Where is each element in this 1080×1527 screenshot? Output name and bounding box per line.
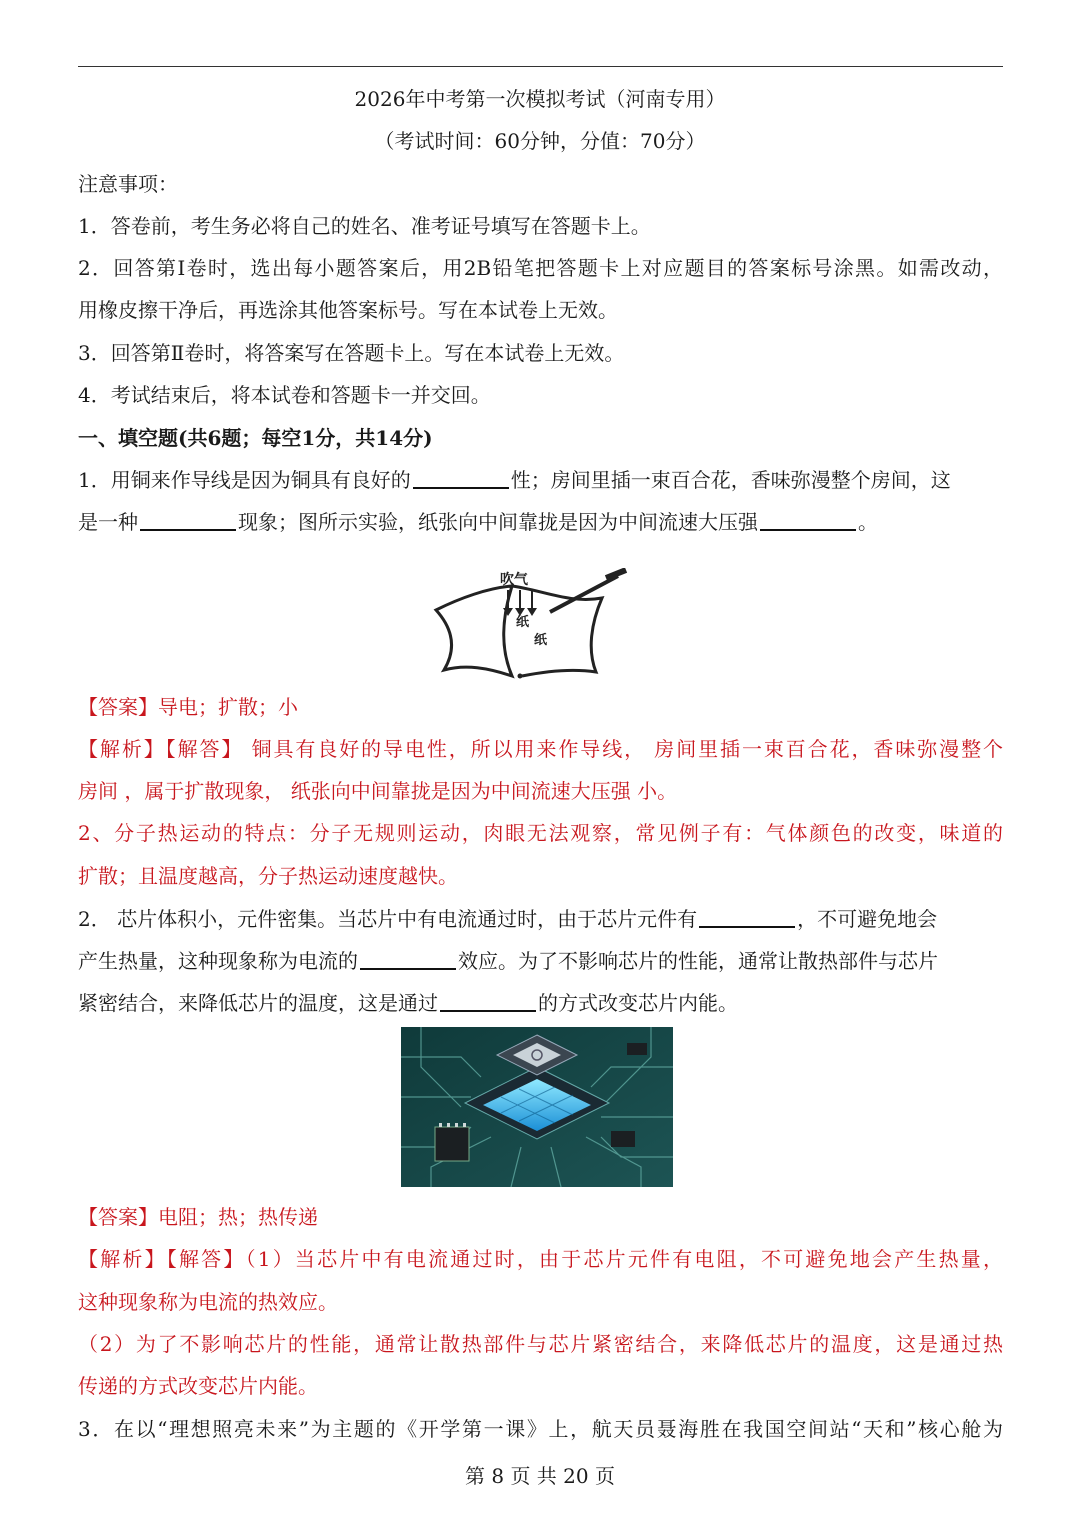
- q2-line-3: [78, 988, 1003, 1018]
- q1-analysis-2: 房间 ，属于扩散现象， 纸张向中间靠拢是因为中间流速大压强 小。: [78, 779, 678, 803]
- answer-blank[interactable]: [413, 469, 509, 489]
- q2-answer: 【答案】电阻；热；热传递: [78, 1205, 318, 1229]
- q2-text: 产生热量，这种现象称为电流的: [78, 949, 358, 973]
- q2-analysis-4: 传递的方式改变芯片内能。: [78, 1374, 318, 1398]
- q1-text: 1．用铜来作导线是因为铜具有良好的: [78, 468, 411, 492]
- page-title: 2026年中考第一次模拟考试（河南专用）: [354, 87, 726, 111]
- header-rule: [78, 66, 1003, 67]
- q1-line-2: [78, 507, 1003, 537]
- paper-blowing-figure: [430, 568, 630, 683]
- q1-line-1: [78, 465, 1003, 495]
- answer-blank[interactable]: [699, 908, 795, 928]
- q2-text: 效应。为了不影响芯片的性能，通常让散热部件与芯片: [458, 949, 938, 973]
- answer-blank[interactable]: [140, 511, 236, 531]
- note-2: 2．回答第Ⅰ卷时，选出每小题答案后，用2B铅笔把答题卡上对应题目的答案标号涂黑。如需改动，: [78, 256, 1003, 280]
- paper-label-1: 纸: [516, 615, 530, 630]
- q2-text: 2． 芯片体积小，元件密集。当芯片中有电流通过时，由于芯片元件有: [78, 907, 698, 931]
- note-4: 4．考试结束后，将本试卷和答题卡一并交回。: [78, 383, 491, 407]
- q1-analysis-4: 扩散；且温度越高，分子热运动速度越快。: [78, 864, 458, 888]
- answer-blank[interactable]: [760, 511, 856, 531]
- q1-answer: 【答案】导电；扩散；小: [78, 695, 298, 719]
- q1-text: 是一种: [78, 510, 138, 534]
- page-footer: 第 8 页 共 20 页: [465, 1464, 615, 1488]
- q2-analysis-2: 这种现象称为电流的热效应。: [78, 1290, 338, 1314]
- q2-analysis-1: 【解析】【解答】（1）当芯片中有电流通过时，由于芯片元件有电阻，不可避免地会产生热量，: [78, 1247, 1003, 1271]
- note-2-cont: 用橡皮擦干净后，再选涂其他答案标号。写在本试卷上无效。: [78, 298, 618, 322]
- note-3: 3．回答第Ⅱ卷时，将答案写在答题卡上。写在本试卷上无效。: [78, 341, 625, 365]
- q2-line-2: [78, 946, 1003, 976]
- notes-heading: 注意事项：: [78, 172, 178, 196]
- q1-text: 现象；图所示实验，纸张向中间靠拢是因为中间流速大压强: [238, 510, 758, 534]
- q1-analysis-3: 2、分子热运动的特点：分子无规则运动，肉眼无法观察，常见例子有：气体颜色的改变，味道的: [78, 821, 1003, 845]
- q2-text: 的方式改变芯片内能。: [538, 991, 738, 1015]
- page-subtitle: （考试时间：60分钟，分值：70分）: [374, 129, 706, 153]
- q2-line-1: [78, 904, 1003, 934]
- section-heading: 一、填空题(共6题；每空1分，共14分): [78, 426, 433, 450]
- blow-label: 吹气: [500, 572, 528, 588]
- q1-text: 。: [858, 510, 878, 534]
- circuit-chip-image: [401, 1027, 673, 1187]
- note-1: 1．答卷前，考生务必将自己的姓名、准考证号填写在答题卡上。: [78, 214, 651, 238]
- q1-analysis-1: 【解析】【解答】 铜具有良好的导电性，所以用来作导线， 房间里插一束百合花，香味弥漫整个: [78, 737, 1003, 761]
- q2-text: ，不可避免地会: [797, 907, 938, 931]
- q3-line-1: 3．在以“理想照亮未来”为主题的《开学第一课》上，航天员聂海胜在我国空间站“天和”核心舱为: [78, 1417, 1003, 1441]
- q1-text: 性；房间里插一束百合花，香味弥漫整个房间，这: [510, 468, 951, 492]
- answer-blank[interactable]: [440, 992, 536, 1012]
- answer-blank[interactable]: [360, 950, 456, 970]
- q2-text: 紧密结合，来降低芯片的温度，这是通过: [78, 991, 438, 1015]
- paper-label-2: 纸: [534, 633, 548, 648]
- q2-analysis-3: （2）为了不影响芯片的性能，通常让散热部件与芯片紧密结合，来降低芯片的温度，这是通过热: [78, 1332, 1003, 1356]
